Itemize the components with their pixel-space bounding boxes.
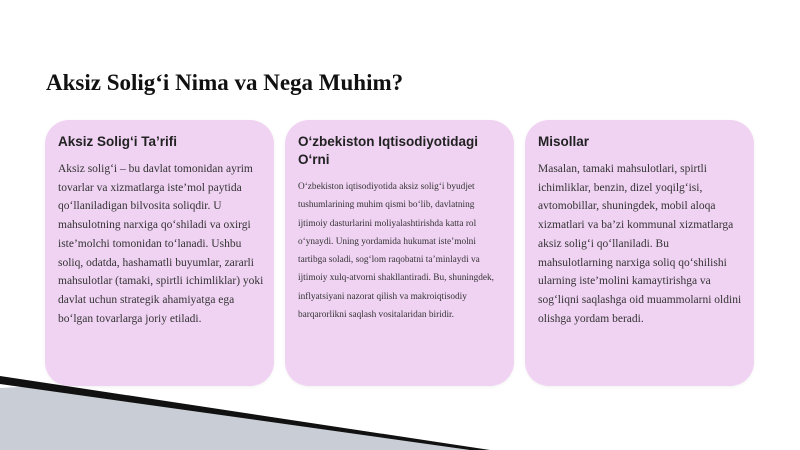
card-heading: O‘zbekiston Iqtisodiyotidagi O‘rni [298,134,479,167]
card-body-text: Masalan, tamaki mahsulotlari, spirtli ichimliklar, benzin, dizel yoqilg‘isi, avtomobillar, shuningdek, mobil aloqa xizmatlari va ba’zi kommunal xizmatlarga aksiz solig‘i qo‘llaniladi. Bu mahsulotlarning narxiga soliq qo‘shilishi ularning iste’molini kamaytirishga va sog‘liqni saqlashga oid muammolarni oldini olishga yordam beradi. [538,163,742,325]
card-heading: Misollar [538,134,590,149]
card-examples [525,120,754,386]
light-stripe [0,386,470,450]
card-body-text: O‘zbekiston iqtisodiyotida aksiz solig‘i byudjet tushumlarining muhim qismi bo‘lib, davlatning ijtimoiy dasturlarini moliyalashtirishda katta rol o‘ynaydi. Uning yordamida hukumat iste’molni tartibga soladi, sog‘lom raqobatni ta’minlaydi va ijtimoiy xulq-atvorni shakllantiradi. Bu, shuningdek, inflyatsiyani nazorat qilish va makroiqtisodiy barqarorlikni saqlash vositalaridan biridir. [298,182,494,321]
card-heading: Aksiz Solig‘i Ta’rifi [58,134,178,149]
slide-title: Aksiz Solig‘i Nima va Nega Muhim? [46,70,404,95]
card-body-text: Aksiz solig‘i – bu davlat tomonidan ayrim tovarlar va xizmatlarga iste’mol paytida qo‘llaniladigan bilvosita soliqdir. U mahsulotning narxiga qo‘shiladi va oxirgi iste’molchi tomonidan to‘lanadi. Ushbu soliq, odatda, hashamatli buyumlar, zararli mahsulotlar (tamaki, spirtli ichimliklar) yoki davlat uchun strategik ahamiyatga ega bo‘lgan tovarlarga joriy etiladi. [58,163,264,325]
card-economy-role [285,120,514,386]
card-definition [45,120,274,386]
